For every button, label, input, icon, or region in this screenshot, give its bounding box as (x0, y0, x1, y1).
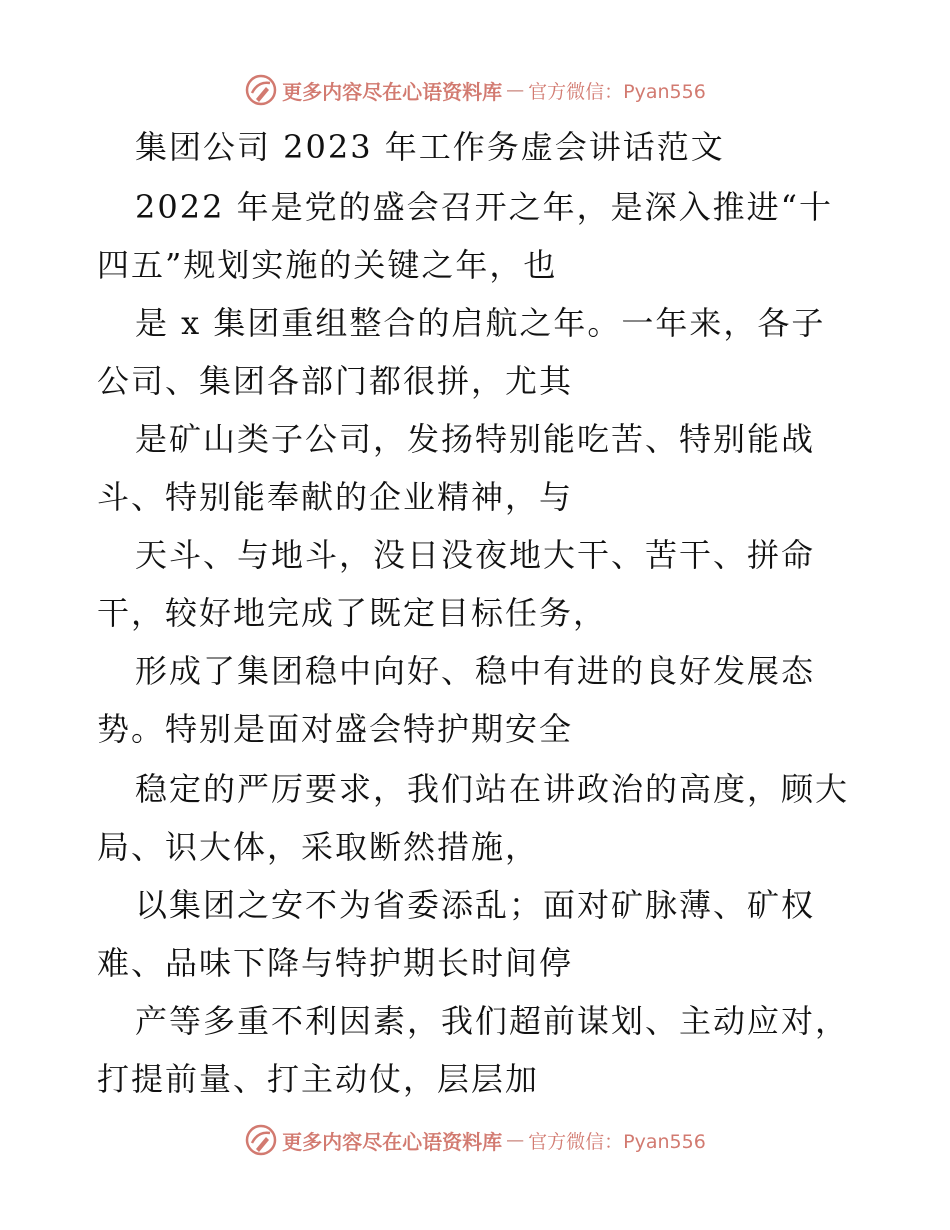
text-line: 局、识大体，采取断然措施， (97, 828, 540, 866)
text-line: 是矿山类子公司，发扬特别能吃苦、特别能战 (135, 420, 816, 458)
document-title: 集团公司 2023 年工作务虚会讲话范文 (135, 128, 725, 166)
text-line: 以集团之安不为省委添乱；面对矿脉薄、矿权 (135, 886, 816, 924)
text-line: 稳定的严厉要求，我们站在讲政治的高度，顾大 (135, 770, 850, 808)
footer-watermark (0, 1120, 950, 1160)
pen-logo-icon (244, 73, 278, 107)
header-watermark (0, 70, 950, 110)
text-line: 形成了集团稳中向好、稳中有进的良好发展态 (135, 652, 816, 690)
text-line: 四五”规划实施的关键之年，也 (97, 246, 558, 284)
text-line: 是 x 集团重组整合的启航之年。一年来，各子 (135, 304, 826, 342)
watermark-text: 更多内容尽在心语资料库 (282, 1129, 503, 1154)
text-line: 势。特别是面对盛会特护期安全 (97, 710, 574, 748)
watermark-text: 更多内容尽在心语资料库 (282, 79, 503, 104)
watermark-account: 官方微信：Pyan556 (528, 80, 706, 103)
text-line: 公司、集团各部门都很拼，尤其 (97, 362, 574, 400)
text-line: 斗、特别能奉献的企业精神，与 (97, 478, 574, 516)
text-line: 打提前量、打主动仗，层层加 (97, 1060, 540, 1098)
text-line: 干，较好地完成了既定目标任务， (97, 594, 608, 632)
watermark-dash: — (506, 1129, 525, 1151)
watermark-account: 官方微信：Pyan556 (528, 1130, 706, 1153)
text-line: 产等多重不利因素，我们超前谋划、主动应对， (135, 1002, 850, 1040)
text-line: 难、品味下降与特护期长时间停 (97, 944, 574, 982)
pen-logo-icon (244, 1123, 278, 1157)
watermark-dash: — (506, 79, 525, 101)
text-line: 天斗、与地斗，没日没夜地大干、苦干、拼命 (135, 536, 816, 574)
text-line: 2022 年是党的盛会召开之年，是深入推进“十 (135, 188, 833, 226)
